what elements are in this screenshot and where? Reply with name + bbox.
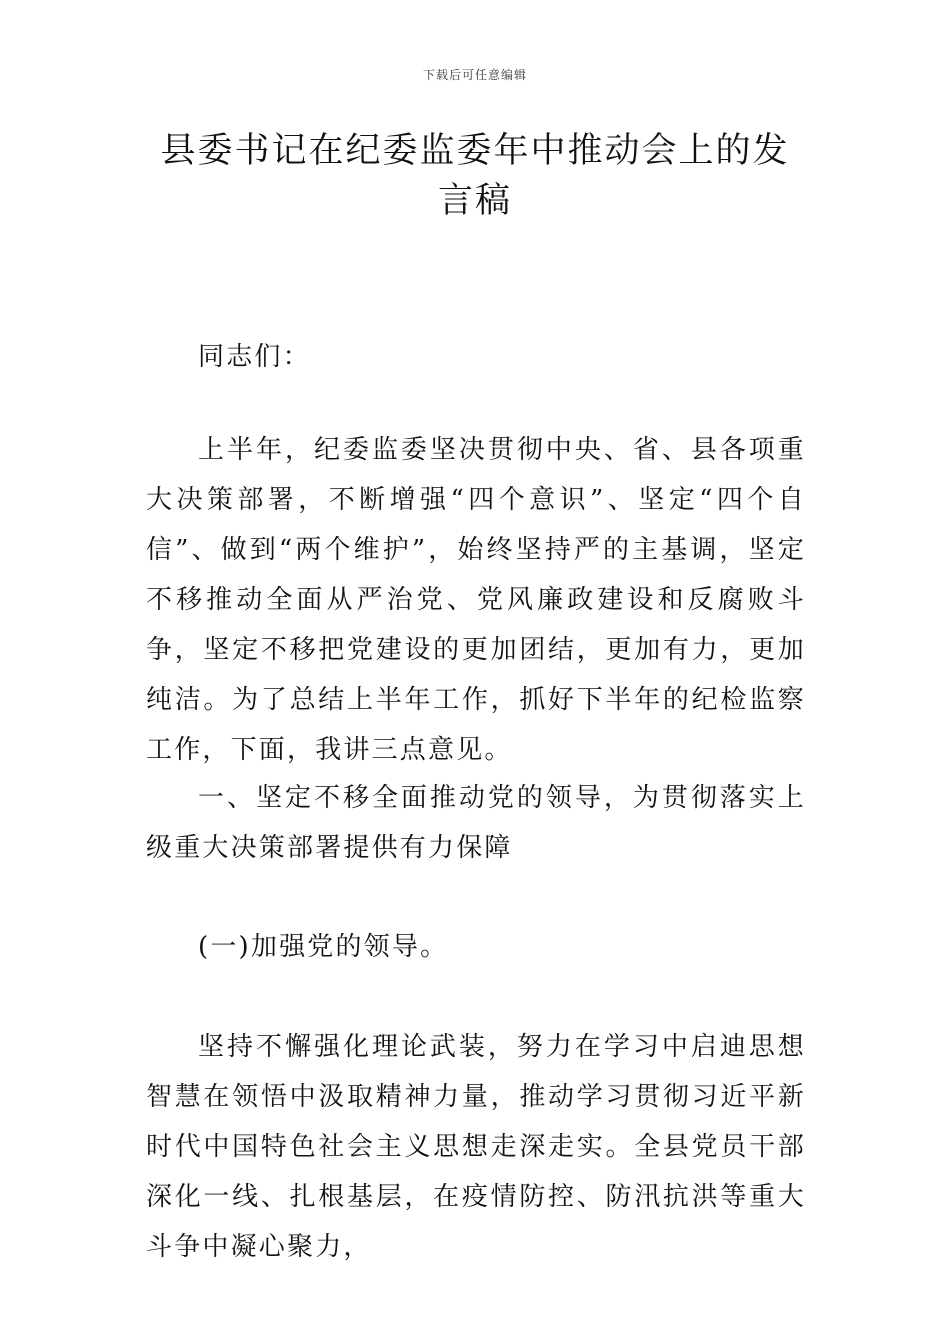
section-heading-1: 一、坚定不移全面推动党的领导，为贯彻落实上级重大决策部署提供有力保障 [146,783,806,863]
paragraph-intro: 上半年，纪委监委坚决贯彻中央、省、县各项重大决策部署，不断增强“四个意识”、坚定“四个自信”、做到“两个维护”，始终坚持严的主基调，坚定不移推动全面从严治党、党风廉政建设和反腐败斗争，坚定不移把党建设的更加团结，更加有力，更加纯洁。为了总结上半年工作，抓好下半年的纪检监察工作，下面，我讲三点意见。 [146,435,806,765]
paragraph-theory: 坚持不懈强化理论武装，努力在学习中启迪思想智慧在领悟中汲取精神力量，推动学习贯彻习近平新时代中国特色社会主义思想走深走实。全县党员干部深化一线、扎根基层，在疫情防控、防汛抗洪等重大斗争中凝心聚力， [146,1032,806,1262]
header-note: 下载后可任意编辑 [422,68,527,82]
document-title: 县委书记在纪委监委年中推动会上的发言稿 [160,131,790,221]
salutation: 同志们： [198,342,311,372]
subsection-heading-1: (一)加强党的领导。 [198,932,449,962]
